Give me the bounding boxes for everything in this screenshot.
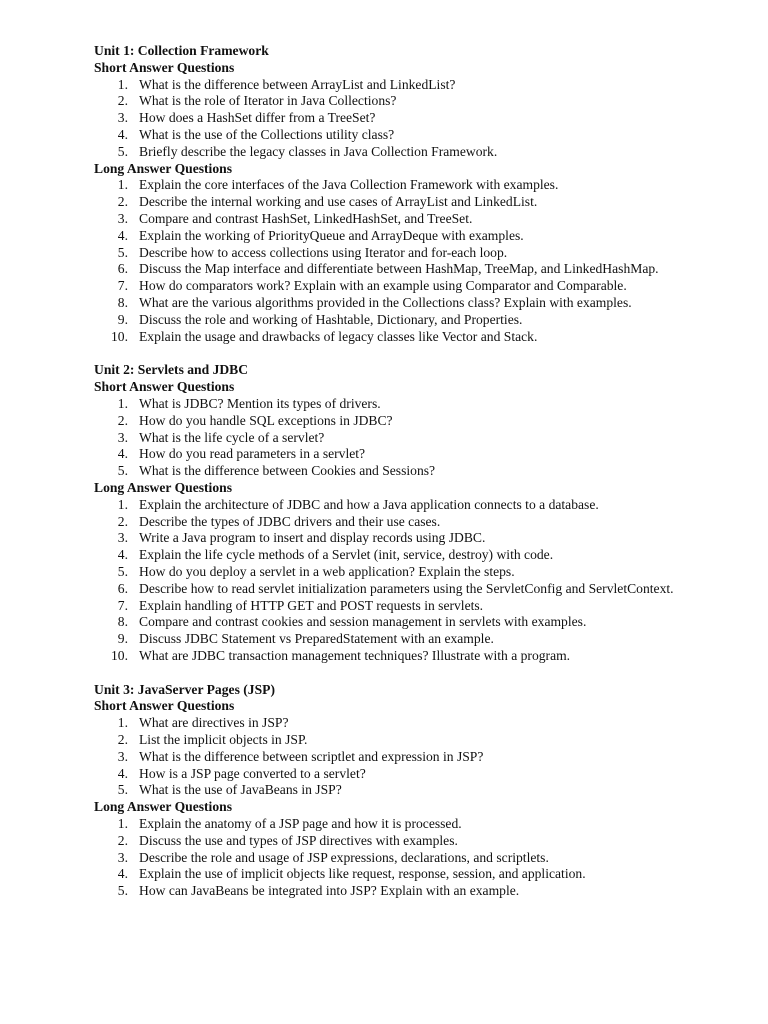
question-item (94, 732, 754, 749)
question-text: What is the difference between ArrayList and LinkedList? (139, 76, 456, 92)
question-item (94, 430, 754, 447)
question-item (94, 127, 754, 144)
unit-block (94, 43, 754, 345)
question-text: Explain the working of PriorityQueue and ArrayDeque with examples. (139, 227, 524, 243)
question-text: List the implicit objects in JSP. (139, 732, 308, 748)
question-number: 1. (117, 816, 128, 832)
question-number: 5. (117, 782, 128, 798)
question-item (94, 446, 754, 463)
question-text: How is a JSP page converted to a servlet? (139, 765, 366, 781)
question-item (94, 93, 754, 110)
question-item (94, 413, 754, 430)
question-item (94, 883, 754, 900)
question-text: Explain handling of HTTP GET and POST requests in servlets. (139, 597, 484, 613)
question-text: Describe the role and usage of JSP expressions, declarations, and scriptlets. (139, 849, 549, 865)
question-text: How can JavaBeans be integrated into JSP? Explain with an example. (139, 883, 520, 899)
unit-title: Unit 1: Collection Framework (94, 43, 269, 58)
question-number: 3. (117, 429, 128, 445)
question-text: What are the various algorithms provided in the Collections class? Explain with examples. (139, 294, 632, 310)
question-number: 4. (117, 765, 128, 781)
question-item (94, 782, 754, 799)
question-item (94, 715, 754, 732)
question-number: 5. (117, 883, 128, 899)
question-text: Explain the usage and drawbacks of legacy classes like Vector and Stack. (139, 328, 538, 344)
unit-title: Unit 3: JavaServer Pages (JSP) (94, 681, 275, 697)
question-list (94, 396, 754, 480)
question-text: What is JDBC? Mention its types of drivers. (139, 395, 381, 411)
question-number: 10. (111, 328, 128, 344)
question-item (94, 245, 754, 262)
section-heading: Short Answer Questions (94, 698, 235, 714)
question-text: How do you read parameters in a servlet? (139, 446, 366, 462)
question-item (94, 866, 754, 883)
question-item (94, 329, 754, 346)
question-item (94, 614, 754, 631)
question-number: 9. (117, 311, 128, 327)
question-text: How does a HashSet differ from a TreeSet? (139, 110, 376, 126)
question-number: 3. (117, 110, 128, 126)
question-item (94, 228, 754, 245)
question-text: How do you deploy a servlet in a web application? Explain the steps. (139, 563, 515, 579)
question-number: 2. (117, 194, 128, 210)
question-number: 2. (117, 732, 128, 748)
question-text: What are JDBC transaction management techniques? Illustrate with a program. (139, 647, 571, 663)
units-container (94, 43, 754, 900)
question-text: How do you handle SQL exceptions in JDBC? (139, 412, 393, 428)
question-number: 10. (111, 647, 128, 663)
question-text: Compare and contrast HashSet, LinkedHashSet, and TreeSet. (139, 210, 473, 226)
question-number: 2. (117, 93, 128, 109)
question-number: 5. (117, 143, 128, 159)
question-item (94, 77, 754, 94)
question-text: Briefly describe the legacy classes in Java Collection Framework. (139, 143, 498, 159)
question-text: Describe how to access collections using Iterator and for-each loop. (139, 244, 508, 260)
question-number: 8. (117, 614, 128, 630)
question-item (94, 463, 754, 480)
question-text: What is the life cycle of a servlet? (139, 429, 325, 445)
question-list (94, 715, 754, 799)
question-item (94, 211, 754, 228)
question-item (94, 631, 754, 648)
question-item (94, 110, 754, 127)
question-number: 2. (117, 832, 128, 848)
question-text: Discuss JDBC Statement vs PreparedStatement with an example. (139, 631, 494, 647)
question-text: What is the difference between scriptlet and expression in JSP? (139, 748, 484, 764)
question-item (94, 547, 754, 564)
question-item (94, 396, 754, 413)
question-number: 4. (117, 126, 128, 142)
question-number: 4. (117, 227, 128, 243)
question-number: 4. (117, 866, 128, 882)
question-item (94, 648, 754, 665)
question-item (94, 581, 754, 598)
section-heading: Short Answer Questions (94, 59, 235, 75)
question-number: 6. (117, 580, 128, 596)
question-item (94, 278, 754, 295)
question-item (94, 194, 754, 211)
question-number: 3. (117, 210, 128, 226)
question-item (94, 177, 754, 194)
question-text: Explain the architecture of JDBC and how a Java application connects to a database. (139, 496, 599, 512)
question-text: What is the use of JavaBeans in JSP? (139, 782, 342, 798)
question-text: Explain the anatomy of a JSP page and how it is processed. (139, 816, 462, 832)
question-item (94, 312, 754, 329)
question-item (94, 816, 754, 833)
question-item (94, 295, 754, 312)
question-list (94, 816, 754, 900)
question-number: 5. (117, 563, 128, 579)
question-item (94, 598, 754, 615)
question-text: Explain the core interfaces of the Java Collection Framework with examples. (139, 177, 559, 193)
question-item (94, 564, 754, 581)
question-text: Discuss the use and types of JSP directives with examples. (139, 832, 458, 848)
question-text: Write a Java program to insert and display records using JDBC. (139, 530, 486, 546)
unit-title: Unit 2: Servlets and JDBC (94, 362, 249, 378)
question-list (94, 497, 754, 665)
question-item (94, 833, 754, 850)
question-number: 5. (117, 463, 128, 479)
question-number: 1. (117, 715, 128, 731)
question-number: 7. (117, 597, 128, 613)
section-heading: Long Answer Questions (94, 799, 232, 815)
question-number: 1. (117, 395, 128, 411)
question-number: 2. (117, 412, 128, 428)
question-number: 7. (117, 278, 128, 294)
question-number: 5. (117, 244, 128, 260)
question-item (94, 497, 754, 514)
question-item (94, 530, 754, 547)
question-text: What is the role of Iterator in Java Collections? (139, 93, 397, 109)
question-number: 1. (117, 496, 128, 512)
question-number: 2. (117, 513, 128, 529)
unit-block (94, 682, 754, 900)
question-document (94, 43, 754, 917)
question-number: 1. (117, 76, 128, 92)
unit-block (94, 362, 754, 664)
question-text: Describe the internal working and use cases of ArrayList and LinkedList. (139, 194, 538, 210)
section-heading: Long Answer Questions (94, 479, 232, 495)
question-item (94, 261, 754, 278)
question-text: Discuss the role and working of Hashtable, Dictionary, and Properties. (139, 311, 523, 327)
question-item (94, 514, 754, 531)
question-text: What are directives in JSP? (139, 715, 289, 731)
question-item (94, 850, 754, 867)
question-number: 3. (117, 530, 128, 546)
question-number: 4. (117, 547, 128, 563)
section-heading: Long Answer Questions (94, 160, 232, 176)
question-list (94, 77, 754, 161)
question-number: 3. (117, 748, 128, 764)
question-number: 4. (117, 446, 128, 462)
question-text: What is the use of the Collections utility class? (139, 126, 395, 142)
question-text: Compare and contrast cookies and session management in servlets with examples. (139, 614, 587, 630)
question-number: 8. (117, 294, 128, 310)
question-text: Explain the life cycle methods of a Servlet (init, service, destroy) with code. (139, 547, 554, 563)
question-item (94, 766, 754, 783)
question-text: Discuss the Map interface and differentiate between HashMap, TreeMap, and LinkedHashMap. (139, 261, 659, 277)
section-heading: Short Answer Questions (94, 379, 235, 395)
question-number: 9. (117, 631, 128, 647)
question-list (94, 177, 754, 345)
question-item (94, 749, 754, 766)
question-text: Explain the use of implicit objects like request, response, session, and application. (139, 866, 586, 882)
question-text: Describe how to read servlet initialization parameters using the ServletConfig and ServletContext. (139, 580, 674, 596)
question-number: 1. (117, 177, 128, 193)
question-text: How do comparators work? Explain with an example using Comparator and Comparable. (139, 278, 627, 294)
question-text: What is the difference between Cookies and Sessions? (139, 463, 436, 479)
question-item (94, 144, 754, 161)
question-number: 6. (117, 261, 128, 277)
question-text: Describe the types of JDBC drivers and their use cases. (139, 513, 441, 529)
question-number: 3. (117, 849, 128, 865)
